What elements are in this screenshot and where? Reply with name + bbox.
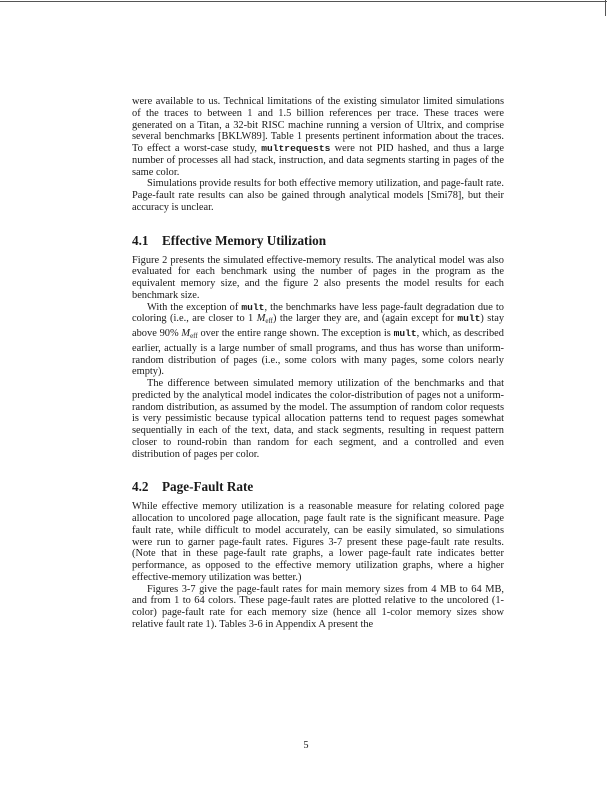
section-number: 4.2 (132, 479, 149, 495)
section-title: Page-Fault Rate (162, 479, 254, 495)
text-run: over the entire range shown. The exception is (197, 328, 394, 339)
section-number: 4.1 (132, 232, 149, 248)
inline-code: mult (393, 328, 417, 339)
text-run: Figure 2 presents the simulated effective-memory results. The analytical model was also evaluated for each benchmark using the number of pages in the program as the equivalent memory size, and the figure 2 also presents the model results for each benchmark size. (132, 254, 504, 301)
paragraph (132, 178, 504, 213)
text-run: With the exception of (147, 301, 242, 313)
text-run: While effective memory utilization is a reasonable measure for relating colored page allocation to uncolored page allocation, page fault rate is the significant measure. Page fault rate, while difficult to model accurately, can be easily simulated, so simulations were run to garner page-fault rates. Figures 3-7 present these page-fault rate results. (Note that in these page-fault rate graphs, a lower page-fault rate indicates better performance, as opposed to the effective memory utilization graphs, where a higher effective-memory utilization was better.) (132, 501, 504, 583)
scan-border-right (605, 0, 606, 16)
paragraph (132, 378, 504, 460)
inline-code: mult (457, 313, 481, 325)
inline-code: mult (241, 301, 265, 313)
section-heading (132, 233, 504, 249)
page-number: 5 (303, 740, 309, 751)
math-text: eff (265, 317, 273, 326)
math-text: M (181, 328, 191, 339)
text-run: Figures 3-7 give the page-fault rates for main memory sizes from 4 MB to 64 MB, and from 1 to 64 colors. These page-fault rates are plotted relative to the uncolored (1-color) page-fault rate for each memory size (hence all 1-color memory sizes show relative fault rate 1). Tables 3-6 in Appendix A present the (132, 583, 504, 630)
math-text: M (256, 313, 266, 325)
page-body (132, 96, 504, 631)
text-run: were available to us. Technical limitations of the existing simulator limited simulations of the traces to between 1 and 1.5 billion references per trace. These traces were generated on a Titan, a 32-bit RISC machine running a version of Ultrix, and comprise several benchmarks [BKLW89]. Table 1 presents pertinent information about the traces. To effect a worst-case study, (132, 96, 504, 154)
text-run: Simulations provide results for both effective memory utilization, and page-fault rate. Page-fault rate results can also be gained through analytical models [Smi78], but their accuracy is unclear. (132, 178, 504, 213)
text-run: , which, as described earlier, actually is a large number of small programs, and thus has worse than uniform-random distribution of pages (i.e., some colors with many pages, some colors nearly empty). (132, 328, 504, 378)
text-run: , the benchmarks have less page-fault degradation due to coloring (i.e., are closer to 1 (132, 301, 504, 325)
text-run: were not PID hashed, and thus a large number of processes all had stack, instruction, and data segments starting in pages of the same color. (132, 143, 504, 178)
text-run: ) the larger they are, and (again except for (273, 313, 458, 325)
section-heading (132, 479, 504, 495)
paragraph (132, 501, 504, 583)
paragraph (132, 584, 504, 631)
text-run: The difference between simulated memory utilization of the benchmarks and that predicted by the analytical model indicates the color-distribution of pages not a uniform-random distribution, as assumed by the model. The assumption of random color requests is very pessimistic because typical allocation patterns tend to request pages somewhat sequentially in each of the text, data, and stack segments, resulting in request pattern closer to round-robin than random for each segment, and a controlled and even distribution of pages per color. (132, 378, 504, 460)
math-text: eff (190, 332, 198, 340)
paragraph (132, 96, 504, 178)
paragraph (132, 302, 504, 379)
paragraph (132, 255, 504, 302)
inline-code: multrequests (261, 143, 331, 154)
scan-border-top (0, 1, 607, 2)
text-run: ) stay above 90% (132, 313, 505, 339)
section-title: Effective Memory Utilization (162, 232, 327, 248)
